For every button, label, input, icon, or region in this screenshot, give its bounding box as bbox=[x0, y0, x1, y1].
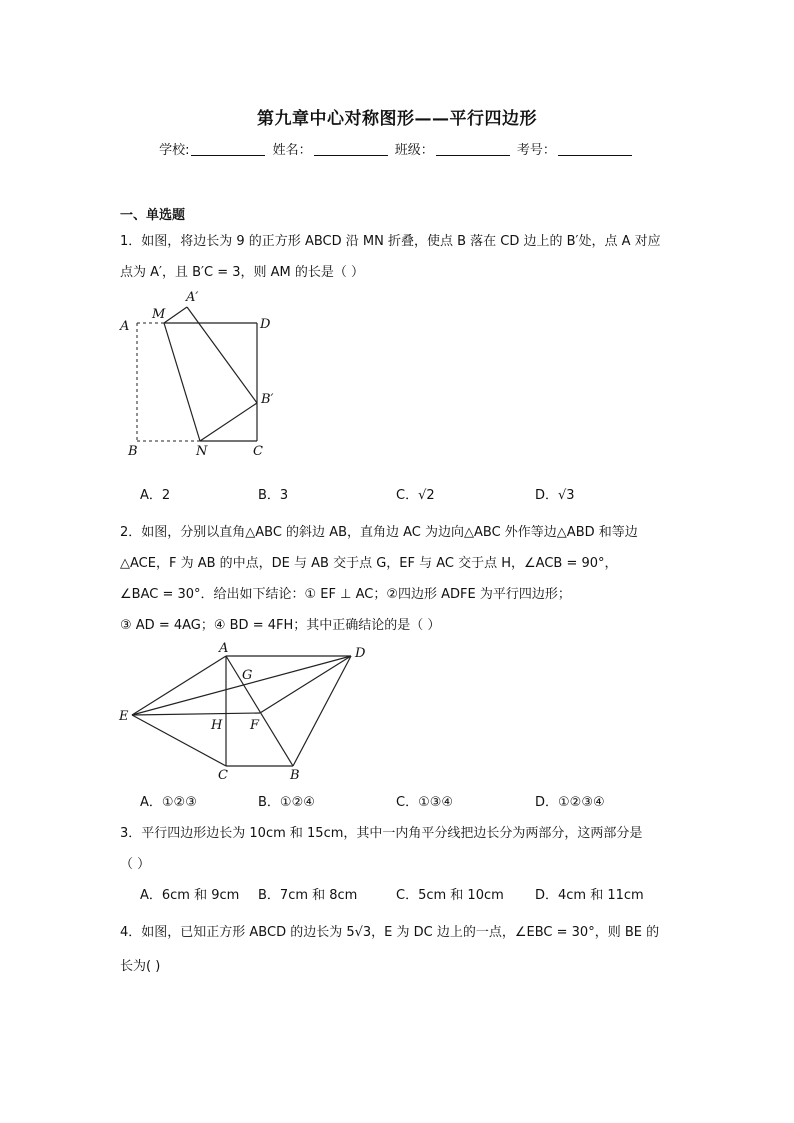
q1-label-D: D bbox=[260, 317, 271, 332]
number-label: 考号： bbox=[516, 143, 556, 158]
q1-label-B: B bbox=[128, 444, 138, 459]
q1-label-B-prime: B′ bbox=[261, 392, 274, 407]
q2-edge-fd bbox=[260, 656, 351, 713]
q1-figure bbox=[110, 285, 290, 460]
q1-edge-ma bbox=[164, 307, 187, 323]
q1-label-C: C bbox=[253, 444, 263, 459]
q2-text-line3: ∠BAC = 30°．给出如下结论：① EF ⊥ AC；②四边形 ADFE 为平行四边形； bbox=[120, 587, 571, 602]
class-label: 班级： bbox=[394, 143, 434, 158]
q3-text-line2: （ ） bbox=[120, 857, 151, 872]
q2-label-G: G bbox=[242, 668, 253, 683]
q2-edge-ef bbox=[132, 713, 260, 715]
q1-text-line2: 点为 A′，且 B′C = 3，则 AM 的长是（ ） bbox=[120, 265, 364, 280]
q1-option-d[interactable]: D．√3 bbox=[535, 488, 575, 503]
q1-option-a[interactable]: A．2 bbox=[140, 488, 171, 503]
q2-text-line2: △ACE，F 为 AB 的中点，DE 与 AB 交于点 G，EF 与 AC 交于点 H，∠ACB = 90°， bbox=[120, 556, 618, 571]
q3-option-b[interactable]: B．7cm 和 8cm bbox=[258, 888, 358, 903]
q1-label-M: M bbox=[152, 307, 166, 322]
q1-label-A-prime: A′ bbox=[186, 290, 199, 305]
q1-text-line1: 1．如图，将边长为 9 的正方形 ABCD 沿 MN 折叠，使点 B 落在 CD 边上的 B′处，点 A 对应 bbox=[120, 234, 661, 249]
q2-edge-db bbox=[293, 656, 351, 766]
q2-option-a[interactable]: A．①②③ bbox=[140, 795, 197, 810]
school-blank[interactable] bbox=[191, 143, 265, 156]
section-heading: 一、单选题 bbox=[120, 208, 186, 223]
q2-label-H: H bbox=[211, 718, 223, 733]
q4-text-line2: 长为( ) bbox=[120, 959, 161, 974]
q1-option-b[interactable]: B．3 bbox=[258, 488, 289, 503]
q1-label-A: A bbox=[120, 319, 130, 334]
school-label: 学校: bbox=[159, 143, 190, 158]
name-label: 姓名： bbox=[272, 143, 312, 158]
q2-edge-ab bbox=[226, 656, 293, 766]
q2-label-F: F bbox=[250, 718, 260, 733]
q3-option-d[interactable]: D．4cm 和 11cm bbox=[535, 888, 644, 903]
q3-option-c[interactable]: C．5cm 和 10cm bbox=[396, 888, 504, 903]
q2-option-b[interactable]: B．①②④ bbox=[258, 795, 315, 810]
q2-label-A: A bbox=[219, 641, 229, 656]
q2-edge-ea bbox=[132, 656, 226, 715]
q3-text-line1: 3．平行四边形边长为 10cm 和 15cm，其中一内角平分线把边长分为两部分，这两部分是 bbox=[120, 826, 643, 841]
student-info-row bbox=[0, 139, 794, 158]
q4-text-line1: 4．如图，已知正方形 ABCD 的边长为 5√3，E 为 DC 边上的一点，∠EBC = 30°，则 BE 的 bbox=[120, 925, 660, 940]
q1-edge-mn bbox=[164, 323, 200, 441]
q2-figure bbox=[115, 640, 375, 785]
q2-label-E: E bbox=[119, 709, 129, 724]
q2-text-line4: ③ AD = 4AG；④ BD = 4FH；其中正确结论的是（ ） bbox=[120, 618, 441, 633]
q2-edge-ed bbox=[132, 656, 351, 715]
q2-text-line1: 2．如图，分别以直角△ABC 的斜边 AB，直角边 AC 为边向△ABC 外作等边△ABD 和等边 bbox=[120, 525, 638, 540]
q2-label-B: B bbox=[290, 768, 300, 783]
q1-edge-ab-folded bbox=[187, 307, 257, 403]
q1-option-c[interactable]: C．√2 bbox=[396, 488, 435, 503]
q2-label-D: D bbox=[355, 646, 366, 661]
page-title: 第九章中心对称图形——平行四边形 bbox=[257, 109, 537, 129]
q2-label-C: C bbox=[218, 768, 228, 783]
q2-option-d[interactable]: D．①②③④ bbox=[535, 795, 605, 810]
q1-edge-bn-folded bbox=[200, 403, 257, 441]
q2-option-c[interactable]: C．①③④ bbox=[396, 795, 454, 810]
q3-option-a[interactable]: A．6cm 和 9cm bbox=[140, 888, 240, 903]
name-blank[interactable] bbox=[314, 143, 388, 156]
number-blank[interactable] bbox=[558, 143, 632, 156]
q1-label-N: N bbox=[196, 444, 208, 459]
class-blank[interactable] bbox=[436, 143, 510, 156]
